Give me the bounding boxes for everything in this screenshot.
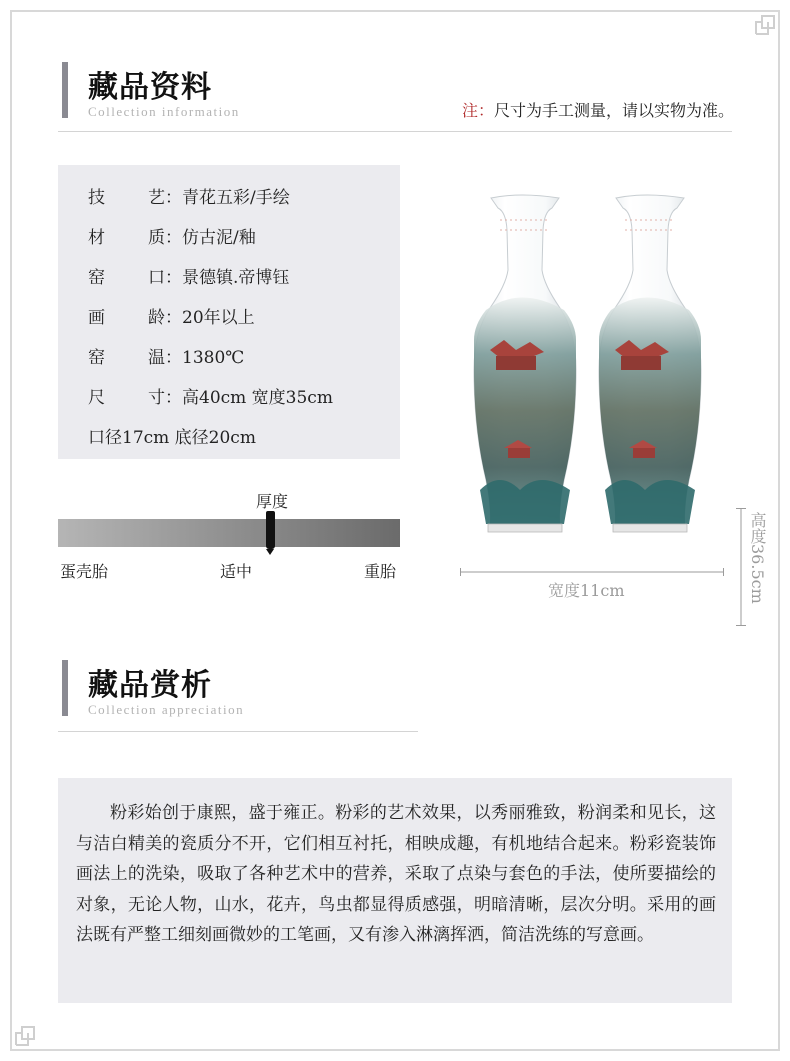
corner-ornament-icon <box>754 14 776 36</box>
section-title: 藏品资料 <box>88 70 212 105</box>
description-text: 粉彩始创于康熙，盛于雍正。粉彩的艺术效果，以秀丽雅致，粉润柔和见长，这与洁白精美的瓷质分不开，它们相互衬托，相映成趣，有机地结合起来。粉彩瓷装饰画法上的洗染，吸取了各种艺术中的营养，采取了点染与套色的手法，使所要描绘的对象，无论人物，山水，花卉，鸟虫都显得质感强，明暗清晰，层次分明。采用的画法既有严整工细刻画微妙的工笔画，又有渗入淋漓挥洒，简洁洗练的写意画。 <box>76 803 716 945</box>
height-dimension-label: 高度36.5cm <box>748 512 767 604</box>
info-row <box>88 423 256 448</box>
info-value: 质：仿古泥/釉 <box>148 228 256 248</box>
thickness-label: 厚度 <box>256 492 289 511</box>
section-subtitle: Collection information <box>88 104 240 119</box>
info-row <box>88 263 289 288</box>
section-title: 藏品赏析 <box>88 668 212 703</box>
divider <box>58 131 732 132</box>
section-accent-bar <box>62 62 68 118</box>
info-row <box>88 383 333 408</box>
info-key: 窑 <box>88 268 139 288</box>
measurement-note <box>462 98 734 121</box>
note-lead: 注： <box>461 101 494 120</box>
info-key: 材 <box>88 228 139 248</box>
info-value: 艺：青花五彩/手绘 <box>148 188 290 208</box>
info-value: 寸：高40cm 宽度35cm <box>148 388 333 408</box>
description-panel <box>58 778 732 1003</box>
thickness-min-label: 蛋壳胎 <box>60 562 109 581</box>
info-row <box>88 183 290 208</box>
section-accent-bar <box>62 660 68 716</box>
width-dimension-label: 宽度11cm <box>548 581 625 600</box>
info-panel <box>58 165 400 459</box>
info-value: 龄：20年以上 <box>148 308 255 328</box>
info-key: 技 <box>88 188 139 208</box>
info-row <box>88 303 255 328</box>
thickness-scale-bar <box>58 519 400 547</box>
width-dimension-line <box>460 568 724 576</box>
divider <box>58 731 418 732</box>
info-value: 口：景德镇.帝博钰 <box>148 268 290 288</box>
info-value: 口径17cm 底径20cm <box>88 428 256 448</box>
info-row <box>88 223 256 248</box>
info-key: 画 <box>88 308 139 328</box>
thickness-max-label: 重胎 <box>364 562 397 581</box>
info-key: 尺 <box>88 388 139 408</box>
thickness-mid-label: 适中 <box>220 562 253 581</box>
info-value: 温：1380℃ <box>148 348 245 368</box>
section-subtitle: Collection appreciation <box>88 702 245 717</box>
corner-ornament-icon <box>14 1025 36 1047</box>
vase-pair-image <box>460 190 730 560</box>
height-dimension-line <box>736 508 746 626</box>
thickness-marker <box>266 511 275 549</box>
note-text: 尺寸为手工测量，请以实物为准。 <box>493 101 734 120</box>
info-key: 窑 <box>88 348 139 368</box>
info-row <box>88 343 244 368</box>
